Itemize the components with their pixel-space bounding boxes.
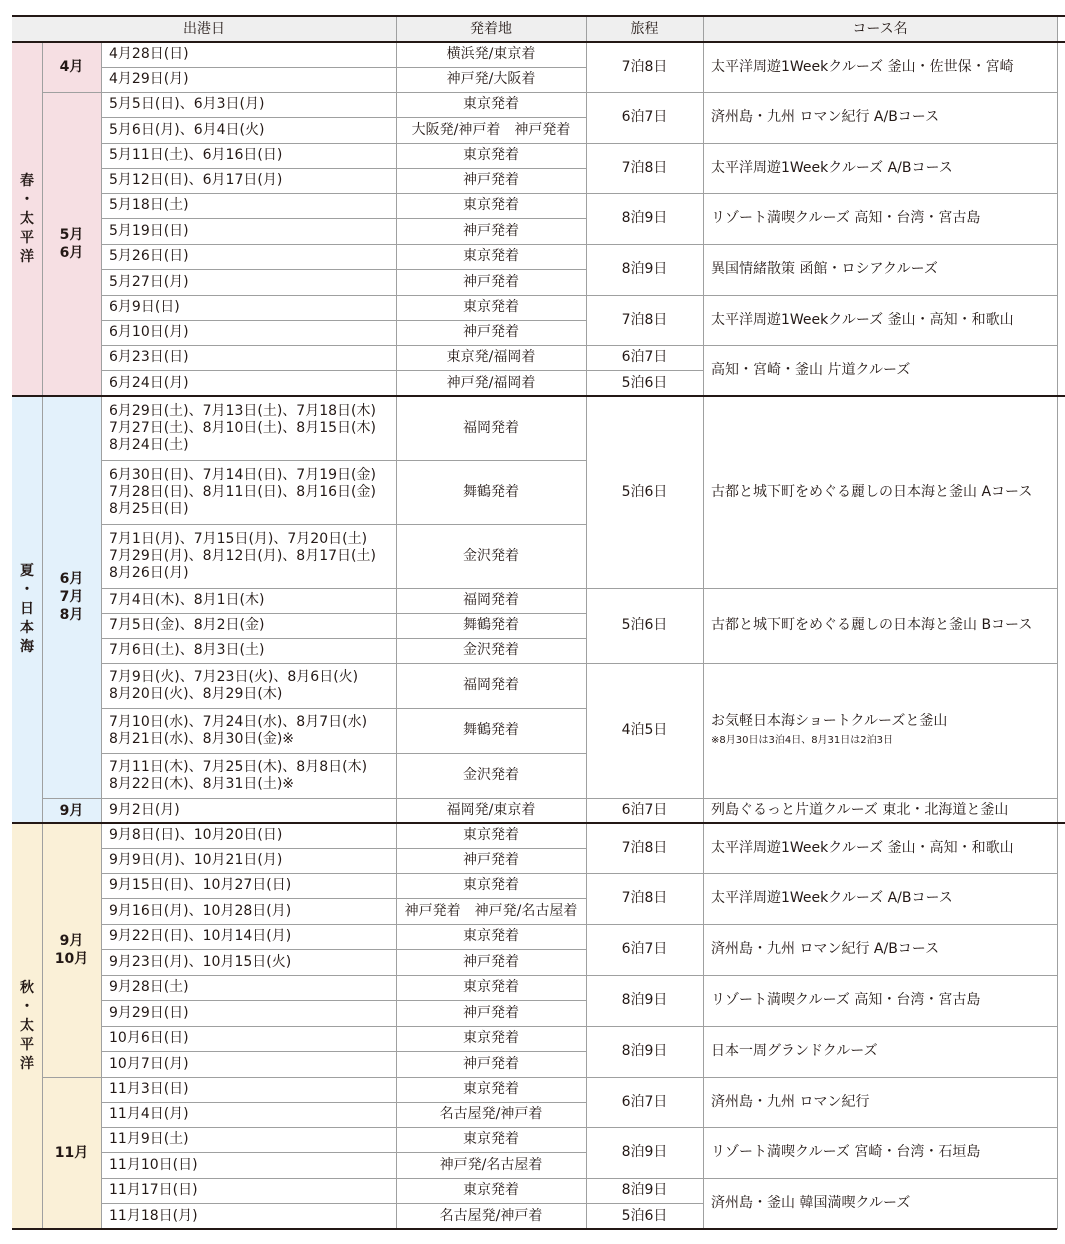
table-row-date: 7月11日(木)、7月25日(木)、8月8日(木) 8月22日(木)、8月31日(土)※: [109, 758, 368, 792]
header-course-name: コース名: [852, 20, 908, 37]
course-name: お気軽日本海ショートクルーズと釜山: [711, 713, 948, 729]
table-rule-horizontal: [42, 1077, 101, 1078]
table-row-port: 神戸発/福岡着: [446, 374, 536, 391]
table-rule-horizontal: [101, 269, 586, 270]
course-name-cell: [703, 1127, 1057, 1178]
table-row-port: 東京発着: [463, 877, 519, 893]
course-name-group: [711, 941, 939, 958]
table-rule-vertical: [1057, 16, 1058, 1229]
course-name-group: [711, 484, 1032, 501]
table-rule-horizontal: [586, 663, 703, 664]
table-rule-horizontal: [703, 924, 1057, 925]
header-port: 発着地: [470, 20, 512, 37]
course-name-group: [711, 59, 1014, 76]
itinerary-value: 5泊6日: [621, 374, 668, 391]
table-rule-horizontal: [101, 975, 586, 976]
table-rule-horizontal: [101, 1152, 586, 1153]
table-row-date: 6月24日(月): [109, 374, 189, 391]
table-row-date: 6月10日(月): [109, 324, 189, 340]
course-name-cell: [703, 92, 1057, 143]
table-rule-horizontal: [703, 798, 1057, 799]
course-name: 高知・宮崎・釜山 片道クルーズ: [711, 362, 911, 378]
table-row-port: 神戸発着: [463, 324, 519, 340]
table-rule-horizontal: [101, 848, 586, 849]
table-row-date: 7月6日(土)、8月3日(土): [109, 642, 265, 658]
course-name-cell: [703, 663, 1057, 798]
itinerary-value: 8泊9日: [621, 1182, 668, 1198]
table-rule-horizontal: [101, 798, 586, 799]
course-name-cell: [703, 42, 1057, 92]
table-row-port: 舞鶴発着: [463, 617, 519, 633]
table-row-date: 11月18日(月): [109, 1207, 198, 1224]
course-name-group: [711, 1094, 869, 1111]
course-name-group: [711, 617, 1032, 634]
course-name-cell: [703, 1026, 1057, 1077]
course-name-group: [711, 261, 938, 278]
table-row-date: 11月3日(日): [109, 1081, 189, 1097]
table-row-date: 11月10日(日): [109, 1156, 198, 1173]
table-row-date: 11月17日(日): [109, 1182, 198, 1198]
table-row-port: 舞鶴発着: [463, 483, 519, 500]
month-label: 4月: [59, 59, 84, 75]
table-rule-horizontal: [101, 753, 586, 754]
table-row-date: 7月10日(水)、7月24日(水)、8月7日(水) 8月21日(水)、8月30日(金)※: [109, 713, 368, 747]
table-rule-horizontal: [12, 15, 1065, 17]
month-label: 9月: [59, 802, 84, 819]
table-row-date: 6月9日(日): [109, 299, 180, 315]
table-row-date: 6月23日(日): [109, 349, 189, 365]
course-name: 太平洋周遊1Weekクルーズ 釜山・高知・和歌山: [711, 839, 1014, 856]
table-rule-horizontal: [703, 873, 1057, 874]
course-name: 太平洋周遊1Weekクルーズ A/Bコース: [711, 890, 953, 906]
table-rule-horizontal: [101, 1000, 586, 1001]
table-row-port: 神戸発/名古屋着: [439, 1156, 543, 1173]
table-rule-horizontal: [703, 92, 1057, 93]
table-rule-horizontal: [101, 1127, 586, 1128]
itinerary-value: 6泊7日: [621, 349, 668, 365]
course-name-cell: [703, 873, 1057, 924]
table-row-port: 東京発着: [463, 979, 519, 995]
course-name: 太平洋周遊1Weekクルーズ 釜山・高知・和歌山: [711, 311, 1014, 328]
table-rule-horizontal: [42, 92, 101, 93]
table-row-date: 9月22日(日)、10月14日(月): [109, 928, 292, 944]
itinerary-value: 7泊8日: [621, 58, 668, 75]
table-row-date: 9月2日(月): [109, 802, 180, 818]
table-rule-horizontal: [101, 1051, 586, 1052]
table-row-port: 東京発着: [463, 299, 519, 315]
table-rule-horizontal: [101, 143, 586, 144]
table-row-date: 5月18日(土): [109, 197, 189, 213]
table-row-date: 7月5日(金)、8月2日(金): [109, 617, 265, 633]
table-row-port: 東京発/福岡着: [446, 349, 536, 365]
table-row-port: 東京発着: [463, 248, 519, 264]
table-row-date: 9月16日(月)、10月28日(月): [109, 902, 292, 919]
table-row-port: 神戸発着: [463, 1004, 519, 1021]
header-itinerary: 旅程: [630, 20, 659, 37]
table-rule-horizontal: [101, 370, 586, 371]
course-note: ※8月30日は3泊4日、8月31日は2泊3日: [711, 735, 894, 746]
table-row-port: 東京発着: [463, 1182, 519, 1198]
table-rule-horizontal: [703, 1026, 1057, 1027]
table-rule-horizontal: [101, 218, 586, 219]
itinerary-value: 4泊5日: [621, 722, 668, 738]
table-row-port: 神戸発着: [463, 1055, 519, 1072]
table-rule-horizontal: [101, 1077, 586, 1078]
itinerary-value: 6泊7日: [621, 941, 668, 957]
course-name-cell: [703, 924, 1057, 975]
table-rule-horizontal: [586, 143, 703, 144]
table-rule-horizontal: [586, 193, 703, 194]
course-name-cell: [703, 396, 1057, 588]
table-row-date: 5月26日(日): [109, 248, 189, 264]
table-row-port: 神戸発着: [463, 273, 519, 290]
table-row-port: 神戸発着 神戸発/名古屋着: [404, 902, 578, 919]
table-row-date: 6月29日(土)、7月13日(土)、7月18日(木) 7月27日(土)、8月10日(土)、8月15日(木) 8月24日(土): [109, 402, 376, 453]
course-name: リゾート満喫クルーズ 高知・台湾・宮古島: [711, 210, 981, 226]
course-name: 済州島・九州 ロマン紀行 A/Bコース: [711, 941, 940, 957]
table-rule-horizontal: [703, 975, 1057, 976]
course-name-group: [711, 109, 939, 126]
table-rule-horizontal: [101, 295, 586, 296]
itinerary-value: 5泊6日: [621, 617, 668, 633]
table-rule-horizontal: [586, 92, 703, 93]
table-row-date: 9月23日(月)、10月15日(火): [109, 953, 292, 970]
table-row-date: 5月6日(月)、6月4日(火): [109, 121, 265, 138]
course-name-cell: [703, 1077, 1057, 1127]
table-rule-horizontal: [101, 67, 586, 68]
course-name-cell: [703, 588, 1057, 663]
table-rule-vertical: [586, 16, 587, 42]
table-rule-horizontal: [101, 193, 586, 194]
table-rule-vertical: [703, 16, 704, 42]
season-label: 春 ・ 太 平 洋: [12, 42, 42, 396]
course-name-group: [711, 160, 953, 177]
table-row-date: 5月27日(月): [109, 273, 189, 290]
table-row-port: 金沢発着: [463, 547, 519, 564]
table-rule-horizontal: [101, 898, 586, 899]
table-row-date: 5月5日(日)、6月3日(月): [109, 96, 265, 112]
itinerary-value: 8泊9日: [621, 210, 668, 226]
table-rule-horizontal: [703, 295, 1057, 296]
table-rule-horizontal: [101, 638, 586, 639]
table-rule-horizontal: [703, 1127, 1057, 1128]
table-row-date: 11月9日(土): [109, 1131, 189, 1147]
table-row-port: 舞鶴発着: [463, 722, 519, 738]
course-name-cell: [703, 1178, 1057, 1229]
table-row-port: 神戸発着: [463, 172, 519, 188]
course-name: 異国情緒散策 函館・ロシアクルーズ: [711, 261, 938, 277]
table-rule-horizontal: [703, 1178, 1057, 1179]
table-rule-horizontal: [12, 1228, 1057, 1230]
course-name: リゾート満喫クルーズ 宮崎・台湾・石垣島: [711, 1144, 981, 1160]
table-row-port: 東京発着: [463, 827, 519, 843]
course-name: リゾート満喫クルーズ 高知・台湾・宮古島: [711, 992, 981, 1008]
table-rule-horizontal: [703, 193, 1057, 194]
table-rule-horizontal: [101, 613, 586, 614]
table-row-port: 福岡発/東京着: [446, 802, 536, 818]
table-row-port: 名古屋発/神戸着: [439, 1106, 543, 1122]
table-rule-horizontal: [586, 295, 703, 296]
course-name-cell: [703, 193, 1057, 244]
itinerary-value: 8泊9日: [621, 1043, 668, 1059]
table-row-port: 東京発着: [463, 96, 519, 112]
table-rule-horizontal: [101, 1102, 586, 1103]
table-rule-horizontal: [101, 168, 586, 169]
course-name-cell: [703, 975, 1057, 1026]
table-row-date: 11月4日(月): [109, 1106, 189, 1122]
table-row-port: 東京発着: [463, 197, 519, 213]
table-row-date: 5月12日(日)、6月17日(月): [109, 172, 283, 188]
table-row-date: 7月1日(月)、7月15日(月)、7月20日(土) 7月29日(月)、8月12日(月)、8月17日(土) 8月26日(月): [109, 530, 376, 581]
table-rule-horizontal: [101, 92, 586, 93]
course-name-group: [711, 210, 980, 227]
table-row-date: 4月28日(日): [109, 46, 189, 62]
table-row-date: 4月29日(月): [109, 71, 189, 87]
table-rule-horizontal: [101, 460, 586, 461]
table-rule-vertical: [42, 42, 43, 1229]
course-name: 古都と城下町をめぐる麗しの日本海と釜山 Aコース: [711, 483, 1033, 500]
table-rule-horizontal: [703, 143, 1057, 144]
table-rule-horizontal: [586, 588, 703, 589]
table-rule-horizontal: [703, 345, 1057, 346]
course-name-group: [711, 840, 1014, 857]
table-row-port: 神戸発着: [463, 953, 519, 970]
course-name: 済州島・九州 ロマン紀行: [711, 1093, 870, 1110]
course-name: 済州島・釜山 韓国満喫クルーズ: [711, 1195, 911, 1211]
table-row-date: 10月6日(日): [109, 1030, 189, 1046]
table-row-port: 大阪発/神戸着 神戸発着: [411, 121, 571, 138]
table-rule-horizontal: [42, 798, 101, 799]
course-name: 日本一周グランドクルーズ: [711, 1043, 878, 1059]
table-row-date: 9月8日(日)、10月20日(日): [109, 827, 283, 843]
table-rule-horizontal: [12, 822, 1065, 824]
table-rule-horizontal: [586, 1203, 703, 1204]
table-row-port: 東京発着: [463, 1030, 519, 1046]
table-row-date: 6月30日(日)、7月14日(日)、7月19日(金) 7月28日(日)、8月11日(日)、8月16日(金) 8月25日(日): [109, 466, 376, 517]
table-rule-vertical: [703, 42, 704, 1229]
table-rule-horizontal: [586, 1127, 703, 1128]
table-rule-horizontal: [703, 244, 1057, 245]
table-row-port: 神戸発/大阪着: [446, 71, 536, 87]
course-name-group: [711, 362, 910, 379]
table-rule-horizontal: [101, 588, 586, 589]
course-name: 太平洋周遊1Weekクルーズ A/Bコース: [711, 159, 953, 176]
itinerary-value: 6泊7日: [621, 1093, 668, 1110]
table-row-date: 10月7日(月): [109, 1055, 189, 1072]
table-rule-horizontal: [586, 798, 703, 799]
course-name: 済州島・九州 ロマン紀行 A/Bコース: [711, 109, 940, 125]
course-name: 古都と城下町をめぐる麗しの日本海と釜山 Bコース: [711, 617, 1033, 633]
itinerary-value: 8泊9日: [621, 992, 668, 1008]
table-rule-vertical: [396, 16, 397, 42]
month-label: 9月 10月: [54, 933, 89, 967]
course-name-group: [711, 890, 953, 907]
table-rule-horizontal: [703, 663, 1057, 664]
table-row-date: 7月4日(木)、8月1日(木): [109, 592, 265, 608]
table-rule-horizontal: [101, 873, 586, 874]
table-rule-horizontal: [703, 588, 1057, 589]
table-rule-horizontal: [586, 244, 703, 245]
table-rule-horizontal: [101, 949, 586, 950]
table-row-port: 東京発着: [463, 928, 519, 944]
table-row-port: 神戸発着: [463, 852, 519, 868]
table-rule-horizontal: [586, 924, 703, 925]
table-rule-horizontal: [586, 370, 703, 371]
table-rule-horizontal: [101, 524, 586, 525]
table-row-date: 9月28日(土): [109, 979, 189, 995]
table-rule-horizontal: [101, 1026, 586, 1027]
table-row-port: 名古屋発/神戸着: [439, 1207, 543, 1224]
table-row-date: 5月19日(日): [109, 222, 189, 239]
table-row-date: 5月11日(土)、6月16日(日): [109, 147, 283, 163]
table-rule-horizontal: [101, 663, 586, 664]
table-rule-vertical: [396, 42, 397, 1229]
table-rule-horizontal: [586, 1026, 703, 1027]
table-row-port: 金沢発着: [463, 642, 519, 658]
table-rule-horizontal: [101, 1203, 586, 1204]
table-rule-horizontal: [586, 975, 703, 976]
table-row-port: 福岡発着: [463, 592, 519, 608]
course-name-cell: [703, 143, 1057, 193]
table-row-port: 金沢発着: [463, 767, 519, 783]
itinerary-value: 7泊8日: [621, 159, 668, 176]
table-row-date: 9月29日(日): [109, 1004, 189, 1021]
course-name-cell: [703, 823, 1057, 873]
table-rule-horizontal: [101, 1178, 586, 1179]
table-rule-horizontal: [703, 1077, 1057, 1078]
course-name-group: [711, 713, 947, 748]
course-name-cell: [703, 295, 1057, 345]
table-row-port: 東京発着: [463, 1131, 519, 1147]
table-rule-horizontal: [12, 395, 1065, 397]
course-name-group: [711, 1043, 878, 1060]
table-rule-vertical: [586, 42, 587, 1229]
course-name-group: [711, 1195, 910, 1212]
table-rule-horizontal: [101, 345, 586, 346]
table-row-port: 神戸発着: [463, 222, 519, 239]
course-name: 太平洋周遊1Weekクルーズ 釜山・佐世保・宮崎: [711, 58, 1014, 75]
itinerary-value: 7泊8日: [621, 311, 668, 328]
table-rule-horizontal: [586, 345, 703, 346]
header-departure-date: 出港日: [183, 20, 225, 37]
table-row-port: 東京発着: [463, 147, 519, 163]
course-name: 列島ぐるっと片道クルーズ 東北・北海道と釜山: [711, 802, 1009, 818]
course-name-group: [711, 1144, 980, 1161]
course-name-cell: [703, 244, 1057, 295]
table-rule-horizontal: [101, 244, 586, 245]
table-row-date: 9月15日(日)、10月27日(日): [109, 877, 292, 893]
itinerary-value: 6泊7日: [621, 109, 668, 125]
itinerary-value: 5泊6日: [621, 483, 668, 500]
table-rule-horizontal: [12, 41, 1065, 43]
table-rule-horizontal: [101, 117, 586, 118]
month-label: 5月 6月: [59, 227, 84, 261]
itinerary-value: 7泊8日: [621, 890, 668, 906]
table-rule-horizontal: [586, 873, 703, 874]
table-row-port: 福岡発着: [463, 419, 519, 436]
table-row-date: 7月9日(火)、7月23日(火)、8月6日(火) 8月20日(火)、8月29日(木): [109, 668, 359, 702]
itinerary-value: 5泊6日: [621, 1207, 668, 1224]
itinerary-value: 6泊7日: [621, 802, 668, 818]
table-rule-horizontal: [586, 1178, 703, 1179]
season-label: 夏 ・ 日 本 海: [12, 396, 42, 823]
month-label: 6月 7月 8月: [59, 571, 84, 623]
table-row-port: 横浜発/東京着: [446, 46, 536, 62]
itinerary-value: 8泊9日: [621, 1144, 668, 1160]
course-name-group: [711, 802, 1008, 819]
course-name-group: [711, 312, 1014, 329]
table-rule-horizontal: [101, 924, 586, 925]
table-row-port: 福岡発着: [463, 677, 519, 693]
itinerary-value: 8泊9日: [621, 261, 668, 277]
table-row-date: 9月9日(月)、10月21日(月): [109, 852, 283, 868]
course-name-cell: [703, 798, 1057, 823]
table-rule-horizontal: [586, 1077, 703, 1078]
month-label: 11月: [54, 1145, 89, 1161]
table-row-port: 東京発着: [463, 1081, 519, 1097]
table-rule-horizontal: [101, 708, 586, 709]
table-rule-horizontal: [101, 320, 586, 321]
itinerary-value: 7泊8日: [621, 839, 668, 856]
course-name-cell: [703, 345, 1057, 396]
table-rule-vertical: [101, 42, 102, 1229]
course-name-group: [711, 992, 980, 1009]
season-label: 秋 ・ 太 平 洋: [12, 823, 42, 1229]
